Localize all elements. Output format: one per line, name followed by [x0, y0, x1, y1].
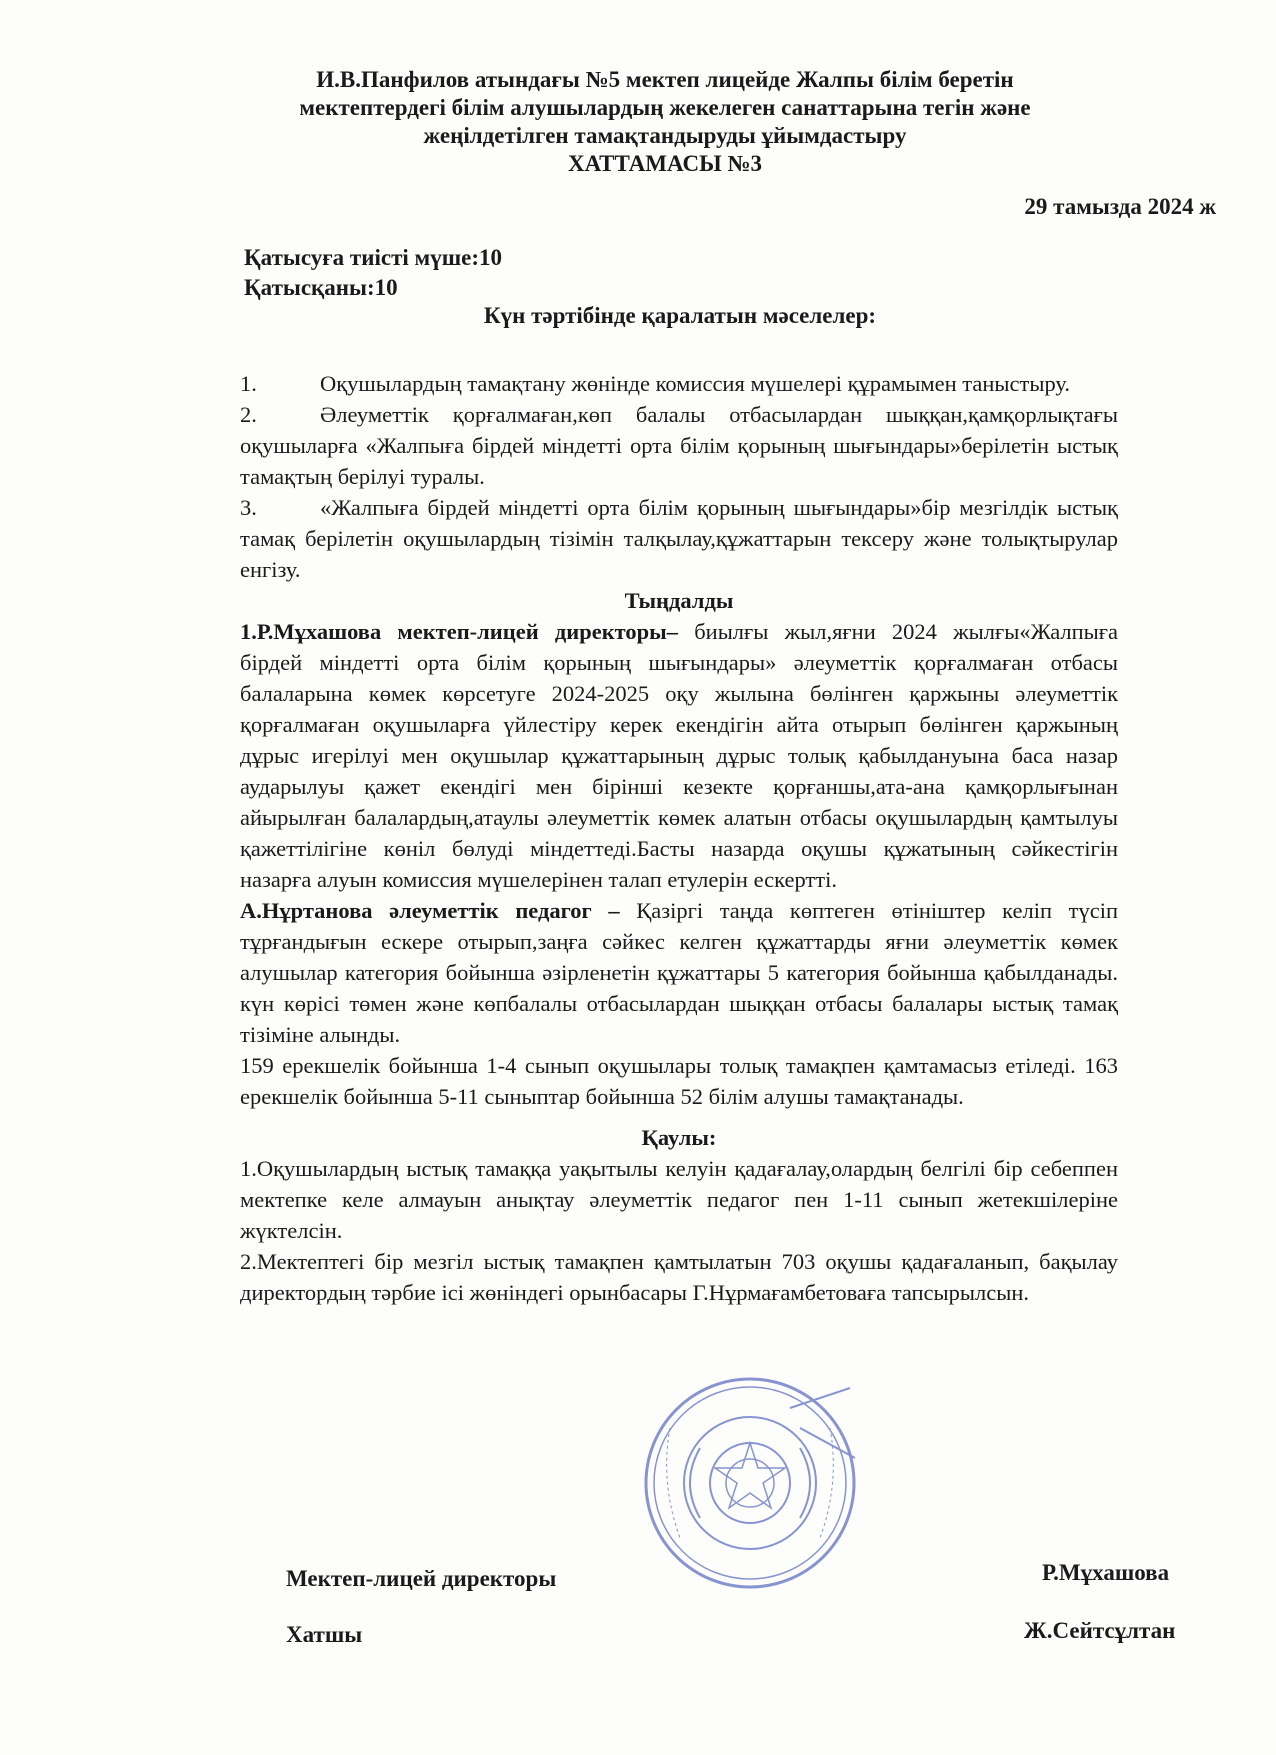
speaker-2-paragraph: [240, 895, 1118, 1050]
agenda-item-number: 3.: [240, 495, 257, 520]
agenda-item-text: Оқушылардың тамақтану жөнінде комиссия мүшелері құрамымен таныстыру.: [320, 371, 1071, 396]
speaker-1-paragraph: [240, 616, 1118, 895]
agenda-item: [240, 492, 1118, 585]
secretary-title: Хатшы: [286, 1622, 363, 1647]
protocol-number: ХАТТАМАСЫ №3: [567, 151, 763, 176]
stats-paragraph: 159 ерекшелік бойынша 1-4 сынып оқушылары толық тамақпен қамтамасыз етіледі. 163 ерекшелік бойынша 5-11 сыныптар бойынша 52 білім алушы тамақтанады.: [240, 1053, 1118, 1109]
title-line: мектептердегі білім алушылардың жекелеген санаттарына тегін және: [299, 95, 1031, 120]
attendance-present: Қатысқаны:10: [244, 275, 398, 300]
speaker-2-text: Қазіргі таңда көптеген өтініштер келіп түсіп тұрғандығын ескере отырып,заңға сәйкес келген құжаттарды яғни әлеуметтік көмек алушылар категория бойынша әзірленетін құжаттары 5 категория бойынша қабылданады. күн көрісі төмен және көпбалалы отбасылардан шыққан отбасы балалары ыстық тамақ тізіміне алынды.: [240, 898, 1118, 1047]
agenda-item: [240, 368, 1118, 399]
document-date: 29 тамызда 2024 ж: [1024, 194, 1216, 219]
document-body: [240, 368, 1118, 1308]
decision-item: 2.Мектептегі бір мезгіл ыстық тамақпен қамтылатын 703 оқушы қадағаланып, бақылау директордың тәрбие ісі жөніндегі орынбасары Г.Нұрмағамбетоваға тапсырылсын.: [240, 1249, 1118, 1305]
agenda-item: [240, 399, 1118, 492]
speaker-2-name: А.Нұртанова әлеуметтік педагог –: [240, 898, 620, 923]
director-title: Мектеп-лицей директоры: [286, 1566, 557, 1591]
heard-heading: Тыңдалды: [624, 588, 734, 613]
decision-heading: Қаулы:: [641, 1125, 717, 1150]
document-title: [230, 66, 1100, 178]
title-line: жеңілдетілген тамақтандыруды ұйымдастыру: [423, 123, 907, 148]
director-name: Р.Мұхашова: [1042, 1560, 1170, 1585]
decision-item: 1.Оқушылардың ыстық тамаққа уақытылы келуін қадағалау,олардың белгілі бір себеппен мектепке келе алмауын анықтау әлеуметтік педагог пен 1-11 сынып жетекшілеріне жүктелсін.: [240, 1156, 1118, 1243]
agenda-item-number: 2.: [240, 402, 257, 427]
agenda-item-number: 1.: [240, 371, 257, 396]
round-seal-icon: [640, 1368, 860, 1598]
agenda-item-text: Әлеуметтік қорғалмаған,көп балалы отбасылардан шыққан,қамқорлықтағы оқушыларға «Жалпыға бірдей міндетті орта білім қорының шығындары»берілетін ыстық тамақтың берілуі туралы.: [240, 402, 1118, 489]
attendance-expected: Қатысуға тиісті мүше:10: [244, 245, 502, 270]
speaker-1-text: биылғы жыл,яғни 2024 жылғы«Жалпыға бірдей міндетті орта білім қорының шығындары» әлеуметтік қорғалмаған отбасы балаларына көмек көрсетуге 2024-2025 оқу жылына бөлінген қаржыны әлеуметтік қорғалмаған оқушыларға үйлестіру керек екендігін айта отырып бөлінген қаржының дұрыс игерілуі мен оқушылар құжаттарының дұрыс толық қабылдануына баса назар аударылуы қажет екендігі мен бірінші кезекте қорғаншы,ата-ана қамқорлығынан айырылған балалардың,атаулы әлеуметтік көмек алатын отбасы оқушылардың қамтылуы қажеттілігіне көніл бөлуді міндеттеді.Басты назарда оқушы құжатының сәйкестігін назарға алуын комиссия мүшелерінен талап етулерін ескертті.: [240, 619, 1118, 892]
attendance-block: [244, 243, 502, 303]
agenda-heading: Күн тәртібінде қаралатын мәселелер:: [483, 303, 877, 328]
agenda-item-text: «Жалпыға бірдей міндетті орта білім қорының шығындары»бір мезгілдік ыстық тамақ берілетін оқушылардың тізімін талқылау,құжаттарын тексеру және толықтырулар енгізу.: [240, 495, 1118, 582]
title-line: И.В.Панфилов атындағы №5 мектеп лицейде Жалпы білім беретін: [316, 67, 1014, 92]
secretary-name: Ж.Сейтсұлтан: [1024, 1618, 1176, 1643]
speaker-1-name: 1.Р.Мұхашова мектеп-лицей директоры–: [240, 619, 679, 644]
